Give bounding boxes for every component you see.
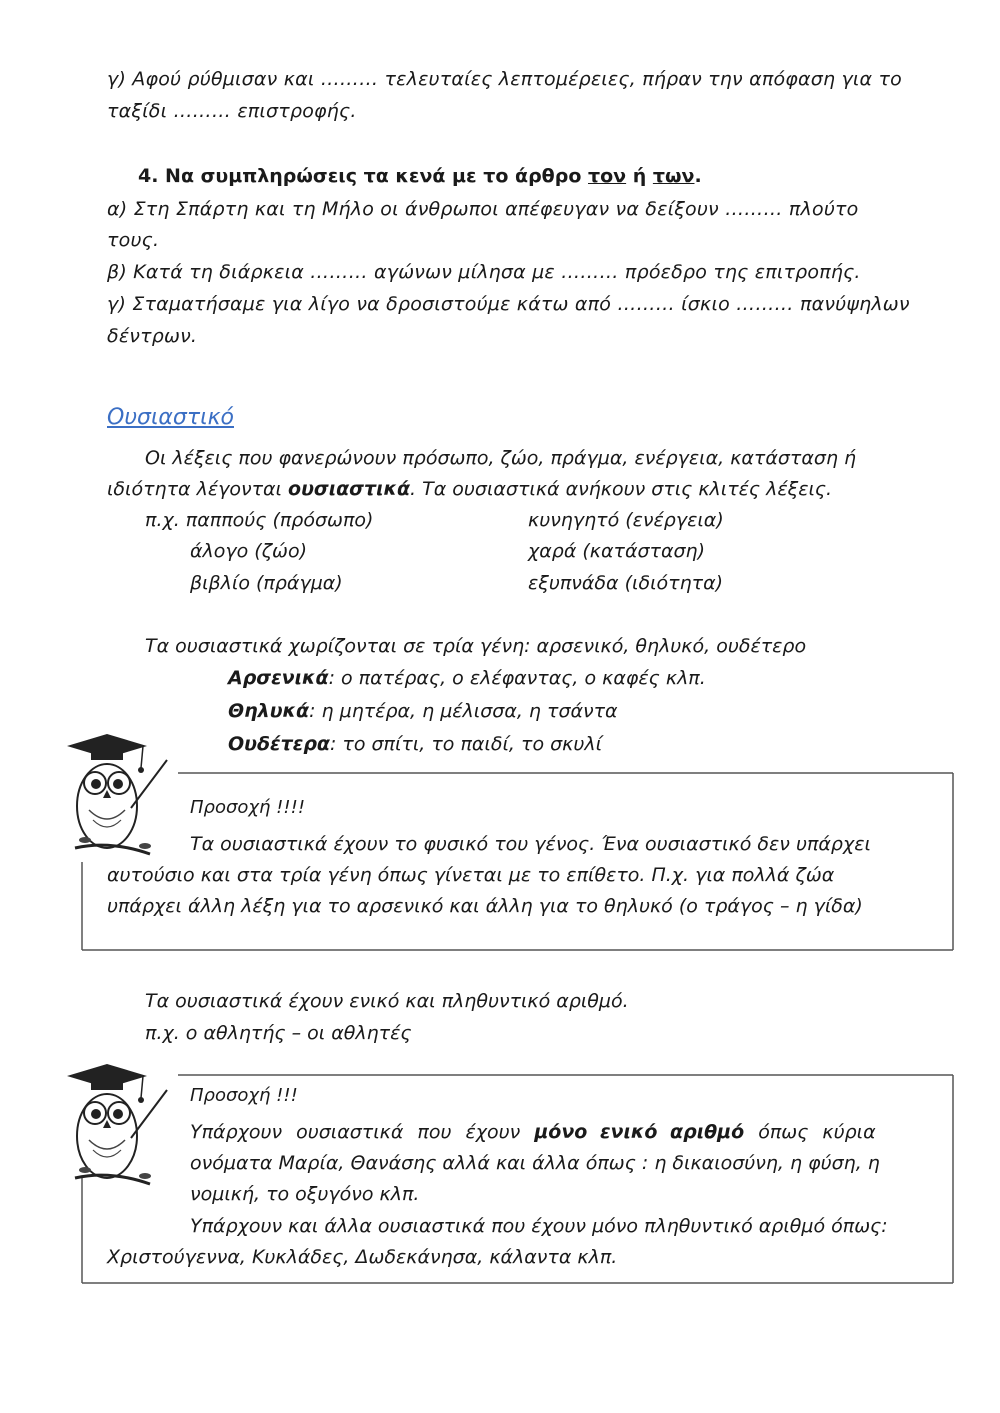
fem-text: : η μητέρα, η μέλισσα, η τσάντα bbox=[309, 700, 618, 722]
owl-teacher-icon-2 bbox=[55, 1058, 175, 1193]
definition-line1: Οι λέξεις που φανερώνουν πρόσωπο, ζώο, πράγμα, ενέργεια, κατάσταση ή bbox=[145, 447, 857, 469]
ex4-a-line1: α) Στη Σπάρτη και τη Μήλο οι άνθρωποι απέφευγαν να δείξουν ……… πλούτο bbox=[107, 198, 859, 220]
neut-text: : το σπίτι, το παιδί, το σκυλί bbox=[329, 733, 603, 755]
example-right-1: κυνηγητό (ενέργεια) bbox=[528, 509, 724, 531]
box2-line4: Υπάρχουν και άλλα ουσιαστικά που έχουν μόνο πληθυντικό αριθμό όπως: bbox=[190, 1215, 888, 1237]
ex4-c-line1: γ) Σταματήσαμε για λίγο να δροσιστούμε κάτω από ……… ίσκιο ……… πανύψηλων bbox=[107, 293, 910, 315]
box2-line2: ονόματα Μαρία, Θανάσης αλλά και άλλα όπως : η δικαιοσύνη, η φύση, η bbox=[190, 1152, 880, 1174]
box2-line1-bold: μόνο ενικό αριθμό bbox=[534, 1121, 745, 1143]
example-right-3: εξυπνάδα (ιδιότητα) bbox=[528, 572, 724, 594]
box2-line3: νομική, το οξυγόνο κλπ. bbox=[190, 1183, 420, 1205]
example-left-1: π.χ. παππούς (πρόσωπο) bbox=[145, 509, 374, 531]
example-right-2: χαρά (κατάσταση) bbox=[528, 540, 705, 562]
definition-post: . Τα ουσιαστικά ανήκουν στις κλιτές λέξεις. bbox=[410, 478, 833, 500]
genders-intro: Τα ουσιαστικά χωρίζονται σε τρία γένη: αρσενικό, θηλυκό, ουδέτερο bbox=[145, 635, 807, 657]
owl-teacher-icon bbox=[55, 728, 175, 863]
box1-line2: αυτούσιο και στα τρία γένη όπως γίνεται με το επίθετο. Π.χ. για πολλά ζώα bbox=[107, 864, 835, 886]
neut-label: Ουδέτερα bbox=[228, 733, 330, 755]
box2-line5: Χριστούγεννα, Κυκλάδες, Δωδεκάνησα, κάλαντα κλπ. bbox=[107, 1246, 618, 1268]
box1-line1: Τα ουσιαστικά έχουν το φυσικό του γένος. Ένα ουσιαστικό δεν υπάρχει bbox=[190, 833, 871, 855]
definition-pre: ιδιότητα λέγονται bbox=[107, 478, 289, 500]
ex4-title-end: . bbox=[694, 165, 702, 187]
box1-line3: υπάρχει άλλη λέξη για το αρσενικό και άλλη για το θηλυκό (ο τράγος – η γίδα) bbox=[107, 895, 863, 917]
example-left-3: βιβλίο (πράγμα) bbox=[190, 572, 343, 594]
fem-label: Θηλυκά bbox=[228, 700, 310, 722]
example-left-2: άλογο (ζώο) bbox=[190, 540, 307, 562]
definition-bold: ουσιαστικά bbox=[288, 478, 411, 500]
ex4-title-ton: τον bbox=[588, 165, 627, 187]
ex4-title-prefix: 4. Να συμπληρώσεις τα κενά με το άρθρο bbox=[138, 165, 588, 187]
box2-title: Προσοχή !!! bbox=[190, 1085, 298, 1106]
box2-line1-post: όπως κύρια bbox=[744, 1121, 876, 1143]
ex3-c-line1: γ) Αφού ρύθμισαν και ……… τελευταίες λεπτομέρειες, πήραν την απόφαση για το bbox=[107, 68, 902, 90]
box2-line1 bbox=[190, 1121, 928, 1143]
masc-text: : ο πατέρας, ο ελέφαντας, ο καφές κλπ. bbox=[328, 667, 706, 689]
number-line1: Τα ουσιαστικά έχουν ενικό και πληθυντικό αριθμό. bbox=[145, 990, 629, 1012]
ex4-c-line2: δέντρων. bbox=[107, 325, 198, 347]
ex3-c-line2: ταξίδι ……… επιστροφής. bbox=[107, 100, 357, 122]
ex4-title-mid: ή bbox=[626, 165, 653, 187]
ex4-title-twn: των bbox=[652, 165, 695, 187]
number-line2: π.χ. ο αθλητής – οι αθλητές bbox=[145, 1022, 412, 1044]
box2-line1-pre: Υπάρχουν ουσιαστικά που έχουν bbox=[190, 1121, 535, 1143]
section-heading: Ουσιαστικό bbox=[107, 405, 234, 430]
box1-title: Προσοχή !!!! bbox=[190, 797, 306, 818]
masc-label: Αρσενικά bbox=[228, 667, 329, 689]
ex4-a-line2: τους. bbox=[107, 229, 160, 251]
ex4-b-line: β) Κατά τη διάρκεια ……… αγώνων μίλησα με ……… πρόεδρο της επιτροπής. bbox=[107, 261, 861, 283]
